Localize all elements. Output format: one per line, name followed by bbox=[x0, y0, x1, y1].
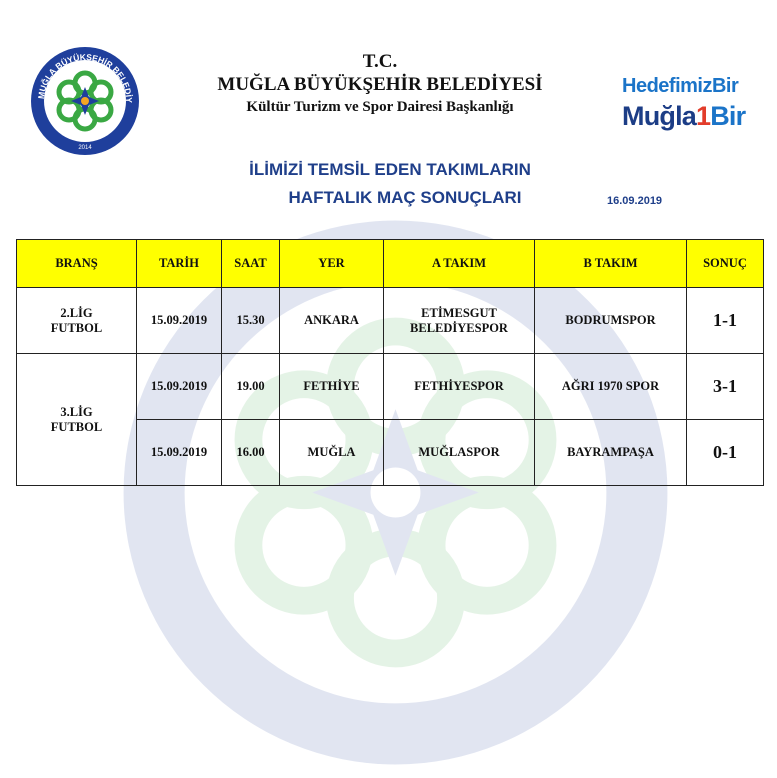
branch-line2: FUTBOL bbox=[50, 419, 103, 434]
table-row bbox=[17, 354, 764, 420]
branch-cell bbox=[17, 288, 137, 354]
header-department: Kültür Turizm ve Spor Dairesi Başkanlığı bbox=[246, 99, 514, 115]
table-header-row bbox=[17, 240, 764, 288]
header-tc: T.C. bbox=[362, 51, 398, 72]
place-cell: MUĞLA bbox=[280, 420, 384, 486]
table-row bbox=[17, 288, 764, 354]
header-team-b: B TAKIM bbox=[535, 240, 687, 288]
header-branch: BRANŞ bbox=[17, 240, 137, 288]
team-a-line2: BELEDİYESPOR bbox=[410, 320, 508, 335]
header-organization: MUĞLA BÜYÜKŞEHİR BELEDİYESİ bbox=[217, 74, 543, 95]
place-cell: ANKARA bbox=[280, 288, 384, 354]
time-cell: 15.30 bbox=[222, 288, 280, 354]
team-a-cell: FETHİYESPOR bbox=[384, 354, 535, 420]
time-cell: 16.00 bbox=[222, 420, 280, 486]
slogan-one: 1 bbox=[696, 101, 711, 131]
place-cell: FETHİYE bbox=[280, 354, 384, 420]
slogan-bir: Bir bbox=[710, 101, 746, 131]
header-date: TARİH bbox=[137, 240, 222, 288]
header-team-a: A TAKIM bbox=[384, 240, 535, 288]
team-a-cell: MUĞLASPOR bbox=[384, 420, 535, 486]
score-cell: 1-1 bbox=[687, 288, 764, 354]
team-b-cell: BAYRAMPAŞA bbox=[535, 420, 687, 486]
match-results-table bbox=[16, 239, 764, 486]
report-date: 16.09.2019 bbox=[607, 195, 663, 207]
header-time: SAAT bbox=[222, 240, 280, 288]
slogan-logo bbox=[622, 73, 752, 133]
branch-cell bbox=[17, 354, 137, 486]
team-b-cell: BODRUMSPOR bbox=[535, 288, 687, 354]
date-cell: 15.09.2019 bbox=[137, 288, 222, 354]
score-cell: 3-1 bbox=[687, 354, 764, 420]
title-line2: HAFTALIK MAÇ SONUÇLARI bbox=[288, 188, 522, 207]
team-b-cell: AĞRI 1970 SPOR bbox=[535, 354, 687, 420]
slogan-line2 bbox=[622, 99, 752, 133]
date-cell: 15.09.2019 bbox=[137, 420, 222, 486]
time-cell: 19.00 bbox=[222, 354, 280, 420]
slogan-line1: HedefimizBir bbox=[622, 75, 739, 97]
score-cell: 0-1 bbox=[687, 420, 764, 486]
seal-text: MUĞLA BÜYÜKŞEHİR BELEDİY bbox=[35, 51, 135, 104]
team-a-cell bbox=[384, 288, 535, 354]
document-header bbox=[150, 50, 610, 118]
header-place: YER bbox=[280, 240, 384, 288]
team-a-line1: ETİMESGUT bbox=[421, 305, 497, 320]
slogan-mugla: Muğla bbox=[622, 101, 696, 131]
branch-line1: 2.LİG bbox=[60, 305, 93, 320]
branch-line1: 3.LİG bbox=[60, 404, 93, 419]
branch-line2: FUTBOL bbox=[50, 320, 103, 335]
title-line1: İLİMİZİ TEMSİL EDEN TAKIMLARIN bbox=[249, 160, 531, 179]
date-cell: 15.09.2019 bbox=[137, 354, 222, 420]
header-result: SONUÇ bbox=[687, 240, 764, 288]
municipality-seal-logo bbox=[30, 45, 140, 157]
seal-year: 2014 bbox=[78, 145, 92, 151]
